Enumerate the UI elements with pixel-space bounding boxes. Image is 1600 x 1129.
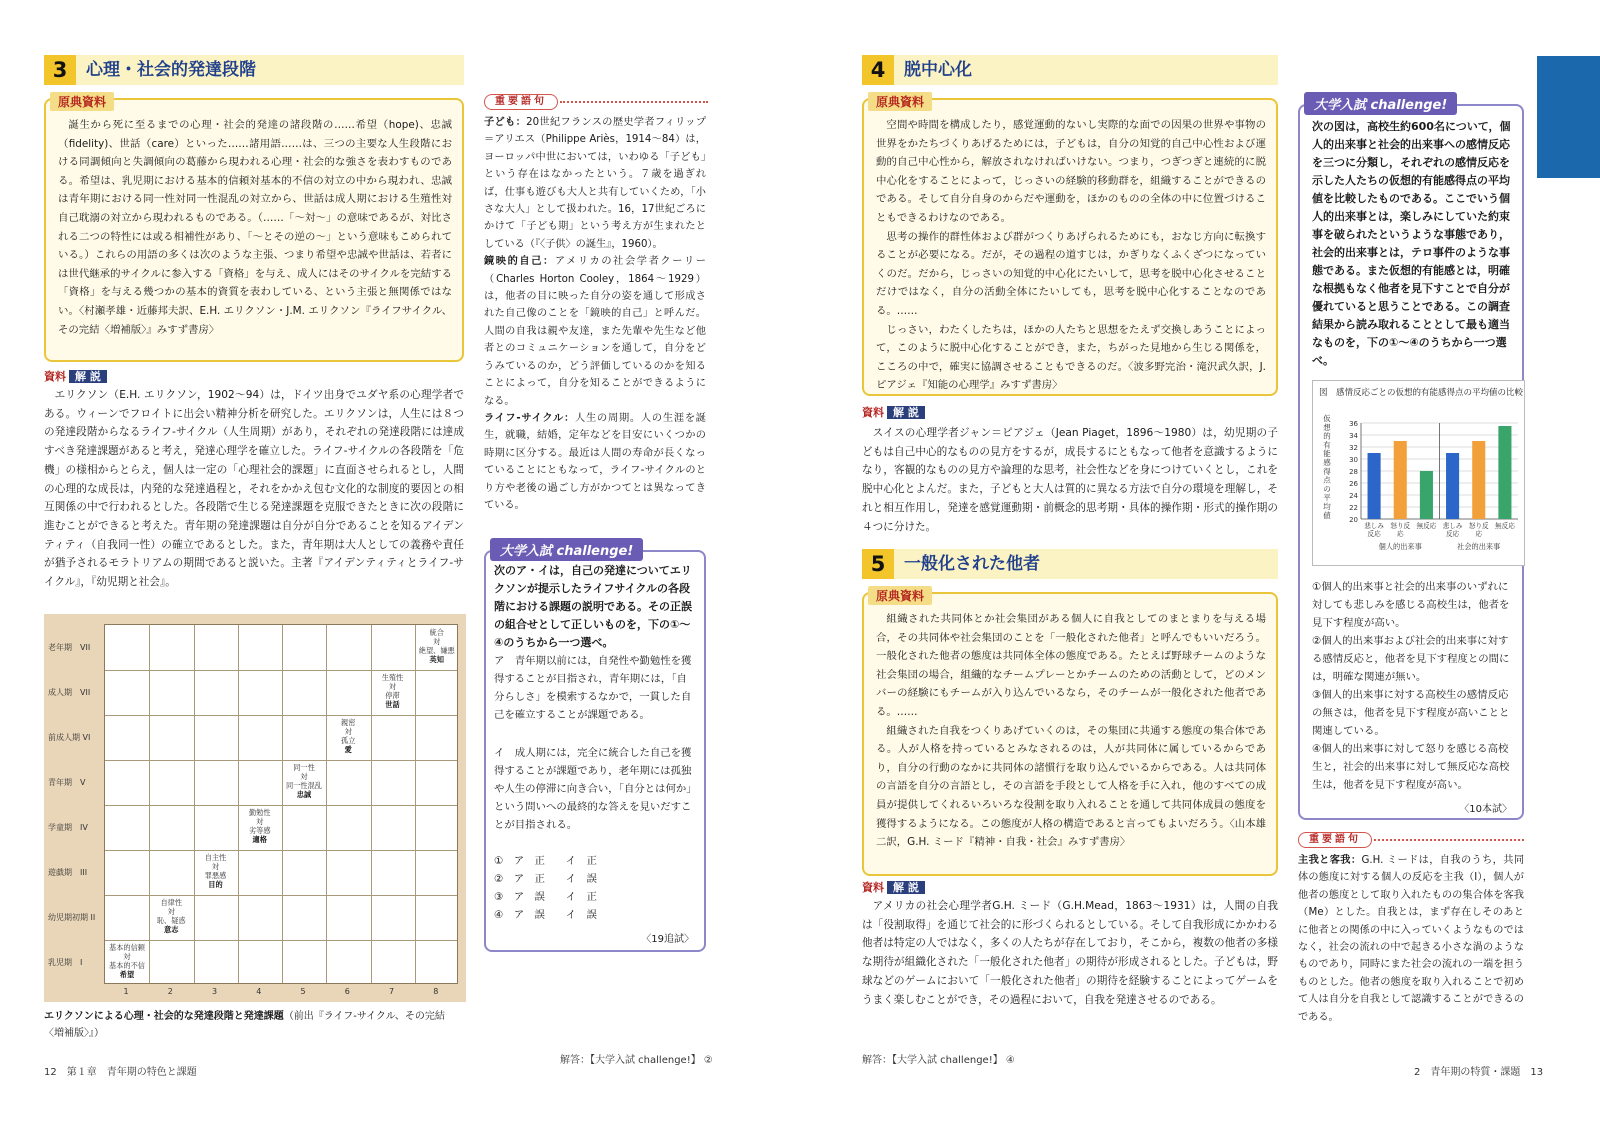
section-4-header — [862, 55, 1278, 85]
term-item — [484, 253, 706, 410]
source-box — [44, 95, 464, 362]
page-number: 12 — [44, 1067, 57, 1078]
source-box — [862, 95, 1278, 396]
stage-cell — [194, 853, 238, 889]
grid-line — [105, 760, 457, 761]
stage-cell-text: 対 — [433, 637, 441, 646]
kaisetsu-label — [44, 370, 107, 384]
stage-column-label: 5 — [300, 987, 306, 996]
kaisetsu-label-a: 資料 — [862, 881, 884, 894]
y-axis-label-char: 有 — [1323, 440, 1331, 450]
term-description: 20世紀フランスの歴史学者フィリップ＝アリエス（Philippe Ariès，1914〜84）は，ヨーロッパ中世においては，いわゆる「子ども」という存在はなかったという。７歳を過ぎれば，仕事も遊びも大人と共有していくため，「小さな大人」として扱われた。16，17世紀ごろにかけて「子ども期」という考え方が生まれたとしている（『〈子供〉の誕生』，1960）。 — [484, 117, 707, 250]
stage-column-label: 7 — [388, 987, 395, 996]
grid-line — [105, 805, 457, 806]
stage-cell-text: 同一性 — [293, 763, 315, 772]
section-number: 5 — [862, 549, 894, 579]
stage-row-label: 幼児期初期 II — [48, 912, 96, 922]
term-name: 子ども： — [484, 117, 527, 128]
section-title: 心理・社会的発達段階 — [86, 60, 256, 80]
answer-footer: 解答：【大学入試 challenge!】 ④ — [862, 1055, 1015, 1066]
x-tick-label: 無反応 — [1416, 522, 1437, 530]
stage-cell-text: 自律性 — [160, 898, 183, 907]
challenge-option: ③個人的出来事に対する高校生の感情反応の無さは，他者を見下す程度が高いことと関連している。 — [1312, 689, 1510, 737]
source-text — [876, 610, 1266, 852]
y-axis-label-char: 想 — [1323, 422, 1331, 432]
stage-row-label: 学童期 IV — [48, 822, 88, 832]
grid-line — [105, 715, 457, 716]
term-item — [484, 410, 706, 514]
x-tick-label: 悲しみ — [1442, 522, 1463, 530]
chapter-title: 2 青年期の特質・課題 — [1414, 1067, 1521, 1078]
challenge-question: 次のア・イは，自己の発達についてエリクソンが提示したライフサイクルの各段階における課題の説明である。その正誤の組合せとして正しいものを，下の①〜④のうちから一つ選べ。 — [494, 564, 692, 649]
bar — [1472, 441, 1485, 519]
stage-column-label: 8 — [433, 987, 439, 996]
x-tick-label-cont: 応 — [1475, 530, 1483, 538]
y-axis-label-char: 平 — [1323, 493, 1331, 503]
grid-line — [238, 625, 239, 983]
erikson-caption-title: エリクソンによる心理・社会的な発達段階と発達課題 — [44, 1011, 284, 1022]
stage-cell-text: 罪悪感 — [204, 871, 227, 880]
y-axis-label-char: の — [1323, 484, 1331, 494]
term-description: G.H. ミードは，自我のうち，共同体の態度に対する個人の反応を主我（I），個人が他者の態度として取り入れたものの集合体を客我（Me）とした。自我とは，まず存在しそのあとに他者との関係の中に入っていくようなものではなく，社会の流れの中で起きる小さな渦のようなものであり，同時にまた社会の流れの一端を担うものとした。他者の態度を取り入れることで初めて人は自分を自我として認識することができるのである。 — [1298, 855, 1525, 1023]
challenge-label: 大学入試 challenge! — [490, 538, 643, 561]
source-paragraph: 思考の操作的群性体および群がつくりあげられるためにも，おなじ方向に転換することが必要になる。だが，その過程の道すじは，かぎりなくふくざつになっていくのだ。だから，じっさいの知覚的中心化にたいして，思考を脱中心化させることだけではなく，自分の活動全体にたいしても，思考を脱中心化することなのである。…… — [876, 230, 1266, 317]
stage-cell — [238, 808, 282, 844]
y-axis-label-char: 値 — [1323, 510, 1331, 520]
challenge-option: ②個人的出来事および社会的出来事に対する感情反応と，他者を見下す程度との間には，明確な関連が無い。 — [1312, 635, 1510, 683]
erikson-caption — [44, 1008, 464, 1042]
term-name: ライフ‐サイクル： — [484, 412, 576, 424]
stage-cell-text: 対 — [256, 817, 264, 826]
y-tick-label: 28 — [1349, 468, 1358, 476]
bar — [1394, 441, 1407, 519]
stage-row-label: 青年期 V — [48, 777, 86, 787]
x-tick-label-cont: 応 — [1396, 530, 1404, 538]
source-label: 原典資料 — [868, 92, 932, 111]
stage-virtue: 目的 — [208, 880, 223, 889]
stage-row-label: 乳児期 I — [48, 957, 83, 967]
answer-footer: 解答：【大学入試 challenge!】 ② — [560, 1055, 713, 1066]
challenge-choice: ③ ア 誤 イ 正 — [494, 891, 597, 903]
challenge-option-i: イ 成人期には，完全に統合した自己を獲得することが課題であり，老年期には孤独や人生の停滞に向き合い，「自分とは何か」という問いへの最終的な答えを見いだすことが目指される。 — [494, 747, 692, 831]
stage-cell-text: 基本的信頼 — [109, 943, 145, 952]
erikson-grid — [104, 624, 458, 984]
stage-virtue: 愛 — [344, 745, 352, 754]
y-tick-label: 24 — [1349, 492, 1358, 500]
bar — [1446, 453, 1459, 519]
y-tick-label: 34 — [1349, 432, 1358, 440]
stage-cell-text: 対 — [123, 952, 131, 961]
challenge-source: 〈19追試〉 — [641, 934, 694, 945]
terms-list — [1298, 852, 1524, 1026]
kaisetsu-label-a: 資料 — [862, 406, 884, 419]
section-3-header — [44, 55, 464, 85]
chapter-title: 第１章 青年期の特色と課題 — [66, 1067, 197, 1078]
stage-cell-text: 恥、疑惑 — [156, 916, 186, 925]
stage-column-label: 4 — [256, 987, 262, 996]
y-tick-label: 20 — [1349, 516, 1358, 524]
challenge-option: ①個人的出来事と社会的出来事のいずれに対しても悲しみを感じる高校生は，他者を見下す程度が高い。 — [1312, 581, 1510, 629]
x-tick-label: 怒り反 — [1390, 522, 1411, 530]
kaisetsu-label — [862, 881, 925, 895]
grid-line — [415, 625, 416, 983]
erikson-caption-source: （前出『ライフ‐サイクル、その完結〈増補版〉』） — [44, 1011, 445, 1039]
y-tick-label: 36 — [1349, 420, 1358, 428]
source-label: 原典資料 — [868, 586, 932, 605]
term-item — [484, 114, 706, 253]
stage-cell-text: 劣等感 — [248, 826, 271, 835]
y-axis-label-char: 感 — [1323, 458, 1331, 467]
challenge-question: 次の図は，高校生約600名について，個人的出来事と社会的出来事への感情反応を三つに分類し，それぞれの感情反応を示した人たちの仮想的有能感得点の平均値を比較したものである。ここでいう個人的出来事とは，楽しみにしていた約束事を破られたというような事態であり，社会的出来事とは，テロ事件のような事態である。また仮想的有能感とは，明確な根拠もなく他者を見下すことで自分が優れていると思うことである。この調査結果から読み取れることとして最も適当なものを，下の①〜④のうちから一つ選べ。 — [1312, 120, 1511, 367]
stage-virtue: 忠誠 — [296, 790, 312, 799]
stage-virtue: 希望 — [119, 970, 135, 979]
challenge-box — [484, 544, 706, 952]
source-paragraph: 組織された自我をつくりあげていくのは，その集団に共通する態度の集合体である。人が人格を持っているとみなされるのは，人が共同体に属しているからであり，自分の行動のなかに共同体の諸慣行を取り込んでいるからである。人は共同体の言語を自分の言語とし，その言語を手段として人格を手に入れ，他のすべての成員が提供してくれるいろいろな役割を取り入れることを通して共同体成員の態度を獲得するようになる。この態度が人格の構造であると言ってもよいだろう。〈山本雄二訳，G.H. ミード『精神・自我・社会』みすず書房〉 — [876, 724, 1266, 849]
section-5-header — [862, 549, 1278, 579]
terms-divider — [560, 101, 708, 103]
erikson-stage-chart — [44, 614, 466, 1002]
right-page — [800, 0, 1600, 1129]
grid-line — [105, 850, 457, 851]
stage-cell — [371, 673, 415, 709]
source-paragraph: じっさい，わたくしたちは，ほかの人たちと思想をたえず交換しあうことによって，このように脱中心化することができ，また，ちがった見地から生じる関係を，こころの中で，確実に協調させることもできるのだ。〈波多野完治・滝沢武久訳，J. ピアジェ『知能の心理学』みすず書房〉 — [876, 323, 1266, 392]
stage-cell-text: 絶望、嫌悪 — [418, 646, 455, 655]
stage-row-label: 老年期 VII — [48, 642, 91, 652]
grid-line — [282, 625, 283, 983]
challenge-choice: ④ ア 誤 イ 誤 — [494, 909, 597, 921]
kaisetsu-text: エリクソン（E.H. エリクソン，1902〜94）は，ドイツ出身でユダヤ系の心理学者である。ウィーンでフロイトに出会い精神分析を研究した。エリクソンは，人生には８つの発達段階からなるライフ‐サイクル（人生周期）があり，それぞれの発達段階には達成すべき発達課題があると考え，発達心理学を確立した。ライフ‐サイクルの各段階を「危機」の様相からとらえ，個人は一定の「心理社会的課題」に直面させられるとし，人間の心理的な成長は，内発的な発達過程と，それをかかえ包む文化的な制度的要因との相互関係の中で行われるとした。各段階で生じる発達課題を克服できたときに次の段階に進むことができると考えた。青年期の発達課題は自分が自分であることを知るアイデンティティ（自我同一性）の確立であるとした。また，青年期は大人としての義務や責任が猶予されるモラトリアムの期間であると説いた。主著『アイデンティティとライフ‐サイクル』，『幼児期と社会』。 — [44, 389, 464, 589]
stage-cell — [326, 718, 370, 754]
stage-cell-text: 統合 — [429, 628, 444, 637]
bar-chart-svg — [1313, 381, 1526, 567]
source-paragraph: 誕生から死に至るまでの心理・社会的発達の諸段階の……希望（hope)、忠誠（fidelity)、世話（care）といった……諸用語……は、三つの主要な人生段階における同調傾向と失調傾向の葛藤から現われる心理・社会的な強さを表わすものである。希望は、乳児期における基本的信頼対基本的不信の対立の中から現われ、忠誠は青年期における同一性対同一性混乱の対立から、世話は成人期における生殖性対自己耽溺の対立から現われるものである。（……「〜対〜」の意味であるが、対比される二つの特性には或る相補性があり、「〜とその逆の〜」という意味もこめられている。）これらの用語の多くは次のような主張、つまり希望や忠誠や世話は、若者には世代継承的サイクルに参入する「資格」を与え、成人にはそのサイクルを完結する「資格」を与える幾つかの基本的資質を表わしている、という主張と無関係ではない。〈村瀬孝雄・近藤邦夫訳、E.H. エリクソン・J.M. エリクソン『ライフサイクル、その完結〈増補版〉』みすず書房〉 — [58, 119, 452, 336]
page-number: 13 — [1530, 1067, 1544, 1078]
stage-cell-text: 孤立 — [341, 736, 356, 745]
challenge-option: ④個人的出来事に対して怒りを感じる高校生と，社会的出来事に対して無反応な高校生は，他者を見下す程度が高い。 — [1312, 743, 1510, 791]
y-axis-label-char: 能 — [1323, 449, 1331, 459]
group-label: 社会的出来事 — [1457, 542, 1501, 551]
grid-line — [194, 625, 195, 983]
stage-cell-text: 勤勉性 — [248, 808, 271, 817]
kaisetsu-label-b: 解 説 — [887, 881, 925, 894]
stage-virtue: 英知 — [429, 655, 444, 664]
chart-title: 図 感情反応ごとの仮想的有能感得点の平均値の比較 — [1319, 388, 1524, 398]
bar — [1498, 426, 1511, 519]
grid-line — [326, 625, 327, 983]
bar — [1368, 453, 1381, 519]
stage-cell — [105, 943, 149, 979]
source-paragraph: 組織された共同体とか社会集団がある個人に自我としてのまとまりを与える場合，その共同体や社会集団のことを「一般化された他者」と呼んでもいいだろう。一般化された他者の態度は共同体全体の態度である。たとえば野球チームのような社会集団の場合，組織的なチームプレーとかチームのための活動として，どのメンバーの経験にもチームが入り込んでいるなら，そのチームが一般化された他者である。…… — [876, 613, 1266, 718]
stage-cell-text: 同一性混乱 — [286, 781, 322, 790]
stage-cell-text: 生殖性 — [381, 673, 404, 682]
term-name: 主我と客我： — [1298, 855, 1362, 866]
y-tick-label: 30 — [1349, 456, 1358, 464]
source-paragraph: 空間や時間を構成したり，感覚運動的ないし実際的な面での因果の世界や事物の世界をかたちづくりあげるためには，子どもは，自分の知覚的自己中心性および運動的自己中心性から，解放されなければいけない。つまり，つぎつぎと連続的に脱中心化をすることによって，じっさいの経験的移動群を，組織することができるのである。そして自分自身のからだや運動を，ほかのものの全体の中に位置づけることもできるわけなのである。 — [876, 119, 1266, 224]
term-item — [1298, 852, 1524, 1026]
y-axis-label-char: 得 — [1323, 466, 1331, 476]
stage-cell-text: 対 — [388, 682, 397, 691]
x-tick-label: 怒り反 — [1468, 522, 1489, 530]
x-tick-label-cont: 反応 — [1445, 530, 1460, 538]
kaisetsu-label-b: 解 説 — [69, 370, 107, 383]
challenge-choice: ① ア 正 イ 正 — [494, 855, 597, 867]
stage-column-label: 3 — [211, 987, 218, 996]
stage-column-label: 2 — [167, 987, 173, 996]
group-label: 個人的出来事 — [1378, 542, 1422, 551]
x-tick-label: 悲しみ — [1364, 522, 1384, 530]
term-name: 鏡映的自己： — [484, 256, 555, 268]
kaisetsu-text: スイスの心理学者ジャン＝ピアジェ（Jean Piaget，1896〜1980）は，幼児期の子どもは自己中心的なものの見方をするが，成長するにともなって他者を意識するようになり，客観的なものの見方や論理的な思考，社会性などを身につけていくとし，これを脱中心化とよんだ。また，子どもと大人は質的に異なる方法で自分の環境を理解し，それと相互作用し，発達を感覚運動期・前概念的思考期・具体的操作期・形式的操作期の４つに分けた。 — [862, 427, 1278, 533]
y-axis-label-char: 点 — [1323, 475, 1331, 485]
kaisetsu-label-b: 解 説 — [887, 406, 925, 419]
section-title: 脱中心化 — [904, 60, 972, 80]
terms-label: 重要語句 — [484, 94, 558, 110]
kaisetsu-label-a: 資料 — [44, 370, 66, 383]
source-box — [862, 589, 1278, 876]
source-label: 原典資料 — [50, 92, 114, 111]
term-description: 人生の周期。人の生涯を誕生，就職，結婚，定年などを目安にいくつかの時期に区分する。最近は人間の寿命が長くなっていることにともなって，ライフ‐サイクルのとり方や老後の過ごし方がかつてとは異なってきている。 — [484, 412, 706, 511]
stage-cell-text: 基本的不信 — [109, 961, 145, 970]
source-text — [876, 116, 1266, 395]
grid-line — [105, 895, 457, 896]
stage-virtue: 適格 — [252, 835, 267, 844]
section-title: 一般化された他者 — [904, 554, 1040, 574]
challenge-option-a: ア 青年期以前には，自発性や勤勉性を獲得することが目指され，青年期には，「自分らしさ」を模索するなかで，一貫した自己を確立することが課題である。 — [494, 655, 692, 721]
kaisetsu-label — [862, 406, 925, 420]
stage-cell — [282, 763, 326, 799]
stage-cell-text: 対 — [300, 772, 308, 781]
stage-cell-text: 対 — [211, 862, 220, 871]
bar — [1420, 471, 1433, 519]
bar-chart — [1312, 380, 1525, 566]
challenge-choice: ② ア 正 イ 誤 — [494, 873, 597, 885]
y-axis-label-char: 仮 — [1323, 414, 1331, 423]
stage-cell-text: 対 — [344, 727, 352, 736]
chapter-tab — [1537, 56, 1600, 178]
stage-cell-text: 対 — [167, 907, 175, 916]
source-text — [58, 116, 452, 339]
y-tick-label: 32 — [1349, 444, 1358, 452]
stage-cell-text: 親密 — [341, 718, 356, 727]
stage-cell — [415, 628, 459, 664]
footer-left — [44, 1063, 197, 1078]
term-description: アメリカの社会学者クーリー（Charles Horton Cooley，1864〜1929）は，他者の目に映った自分の姿を通して形成された自己像のことを「鏡映的自己」と呼んだ。人間の自我は親や友達，また先輩や先生など他者とのコミュニケーションを通して，自分をどうみているのか，どう評価しているのかを知ることによって，自分を知ることができるようになる。 — [484, 256, 706, 407]
x-tick-label: 無反応 — [1495, 522, 1515, 530]
x-tick-label-cont: 反応 — [1367, 530, 1381, 538]
challenge-label: 大学入試 challenge! — [1304, 92, 1457, 115]
stage-row-label: 成人期 VII — [48, 687, 91, 697]
stage-cell-text: 自主性 — [204, 853, 227, 862]
kaisetsu-text: アメリカの社会心理学者G.H. ミード（G.H.Mead，1863〜1931）は，人間の自我は「役割取得」を通じて社会的に形づくられるとしている。そして自我形成にかかわる他者は特定の人ではなく，多くの人たちが存在しており，そこから，複数の他者の多様な期待が組織化された「一般化された他者」の期待が形成されるとした。子どもは，野球などのゲームにおいて「一般化された他者」の期待を経験することによってゲームをうまく楽しむことができ，その過程において，自我を発達させるのである。 — [862, 900, 1278, 1006]
stage-row-label: 遊戯期 III — [48, 867, 88, 877]
stage-cell — [149, 898, 193, 934]
stage-row-label: 前成人期 VI — [48, 732, 91, 742]
stage-cell-text: 停滞 — [385, 691, 400, 700]
stage-virtue: 世話 — [385, 700, 400, 709]
y-axis-label-char: 均 — [1323, 502, 1331, 511]
section-number: 3 — [44, 55, 76, 85]
section-number: 4 — [862, 55, 894, 85]
terms-divider — [1374, 839, 1524, 841]
grid-line — [105, 670, 457, 671]
challenge-source: 〈10本試〉 — [1459, 804, 1512, 815]
stage-virtue: 意志 — [164, 925, 179, 934]
terms-label: 重要語句 — [1298, 832, 1372, 848]
y-tick-label: 26 — [1349, 480, 1358, 488]
footer-right — [1414, 1063, 1543, 1078]
y-axis-label-char: 的 — [1323, 431, 1331, 441]
stage-column-label: 6 — [344, 987, 350, 996]
stage-column-label: 1 — [123, 987, 129, 996]
y-tick-label: 22 — [1349, 504, 1358, 512]
grid-line — [105, 940, 457, 941]
terms-list — [484, 114, 706, 514]
